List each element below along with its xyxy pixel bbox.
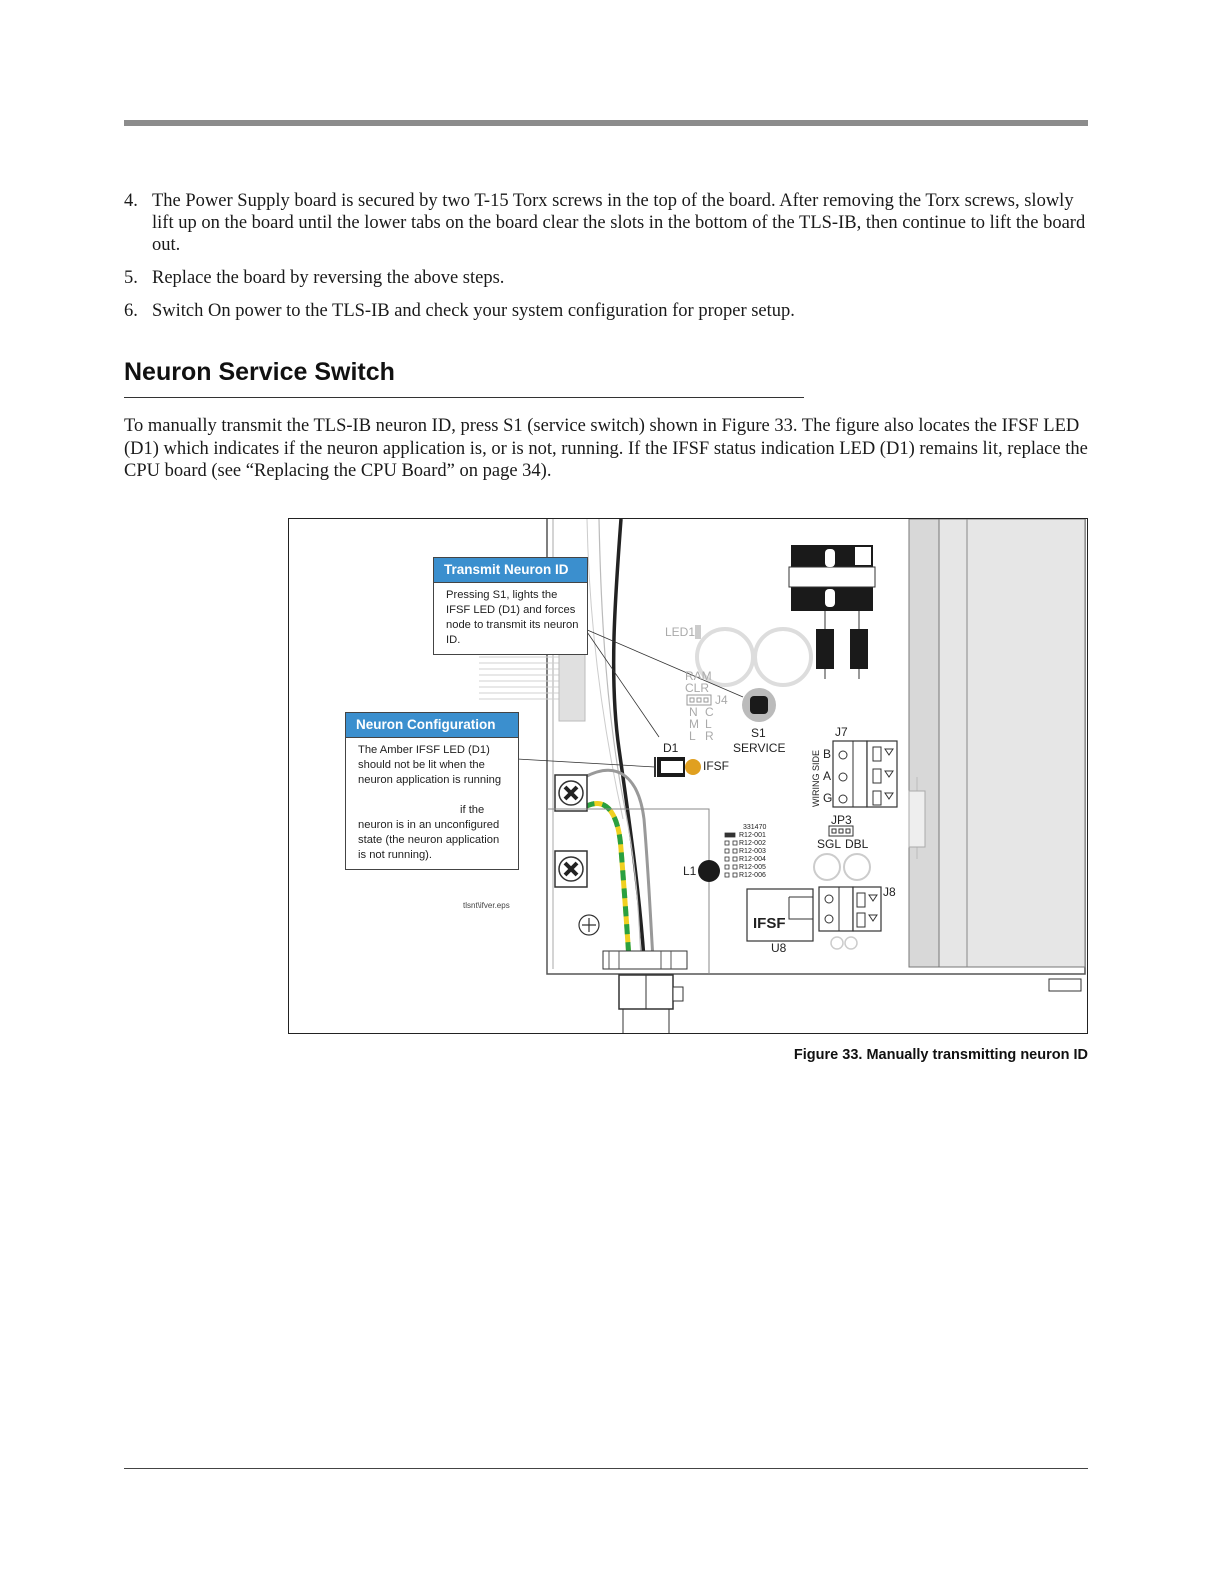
callout-text — [346, 738, 518, 869]
wiring-side-label: WIRING SIDE — [811, 749, 821, 807]
resistor-r6-label: R12-006 — [739, 872, 766, 879]
step-number: 6. — [124, 301, 138, 321]
resistor-r1-label: R12-001 — [739, 832, 766, 839]
resistor-r3-label: R12-003 — [739, 848, 766, 855]
callout-title: Neuron Configuration — [346, 713, 518, 738]
callout-blank-line — [358, 788, 510, 803]
section-title-rule — [124, 397, 804, 398]
clr-label: CLR — [685, 681, 710, 695]
terminal-a-label: A — [823, 769, 832, 783]
step-4 — [124, 190, 1088, 256]
ram-label: RAM — [685, 669, 712, 683]
j8-label: J8 — [883, 885, 896, 899]
u8-label: U8 — [771, 941, 787, 955]
terminal-b-label: B — [823, 747, 832, 761]
step-text: The Power Supply board is secured by two T-15 Torx screws in the top of the board. After removing the Torx screws, slowly lift up on the board until the lower tabs on the board clear the slots in the bottom of the TLS-IB, then continue to lift the board out. — [152, 191, 1086, 255]
figure-33 — [288, 518, 1088, 1034]
step-number: 5. — [124, 268, 138, 288]
led1-label: LED1 — [665, 625, 696, 639]
step-text: Switch On power to the TLS-IB and check your system configuration for proper setup. — [152, 301, 795, 321]
step-text: Replace the board by reversing the above steps. — [152, 268, 505, 288]
n-label: N — [689, 705, 698, 719]
file-name-label: tlsnt\ifver.eps — [463, 901, 510, 910]
step-5 — [124, 267, 1088, 289]
dbl-label: DBL — [845, 837, 869, 851]
l-label: L — [689, 729, 696, 743]
header-rule — [124, 120, 1088, 126]
section-title: Neuron Service Switch — [124, 358, 395, 386]
resistor-r4-label: R12-004 — [739, 856, 766, 863]
l2-label: L — [705, 717, 712, 731]
step-6 — [124, 300, 1088, 322]
callout-text: Pressing S1, lights the IFSF LED (D1) and forces node to transmit its neuron ID. — [446, 589, 579, 646]
transmit-neuron-id-callout — [433, 557, 588, 655]
ifsf-led-label: IFSF — [703, 759, 729, 773]
sgl-label: SGL — [817, 837, 842, 851]
callout-text-part-c: neuron is in an unconfigured state (the neuron application is not running). — [358, 819, 500, 861]
s1-label: S1 — [751, 726, 766, 740]
footer-rule — [124, 1468, 1088, 1469]
section-paragraph: To manually transmit the TLS-IB neuron ID, press S1 (service switch) shown in Figure 33. The figure also locates the IFSF LED (D1) which indicates if the neuron application is, or is not, running. If the IFSF status indication LED (D1) remains lit, replace the CPU board (see “Replacing the CPU Board” on page 34). — [124, 416, 1088, 481]
c-label: C — [705, 705, 714, 719]
procedure-steps — [124, 190, 1088, 333]
ifsf-chip-label: IFSF — [753, 915, 786, 932]
terminal-g-label: G — [823, 791, 833, 805]
jp3-label: JP3 — [831, 813, 852, 827]
service-label: SERVICE — [733, 741, 786, 755]
resistor-r2-label: R12-002 — [739, 840, 766, 847]
callout-title: Transmit Neuron ID — [434, 558, 587, 583]
d1-label: D1 — [663, 741, 679, 755]
callout-text-part-b: if the — [460, 804, 485, 816]
step-number: 4. — [124, 191, 138, 211]
m-label: M — [689, 717, 699, 731]
part-number-label: 331470 — [743, 824, 767, 831]
resistor-r5-label: R12-005 — [739, 864, 766, 871]
j7-label: J7 — [835, 725, 848, 739]
figure-caption: Figure 33. Manually transmitting neuron ID — [793, 1047, 1088, 1063]
j4-label: J4 — [715, 693, 728, 707]
l1-label: L1 — [683, 864, 697, 878]
r-label: R — [705, 729, 714, 743]
callout-text-part-a: The Amber IFSF LED (D1) should not be lit when the neuron application is running — [358, 744, 502, 786]
neuron-configuration-callout — [345, 712, 519, 870]
